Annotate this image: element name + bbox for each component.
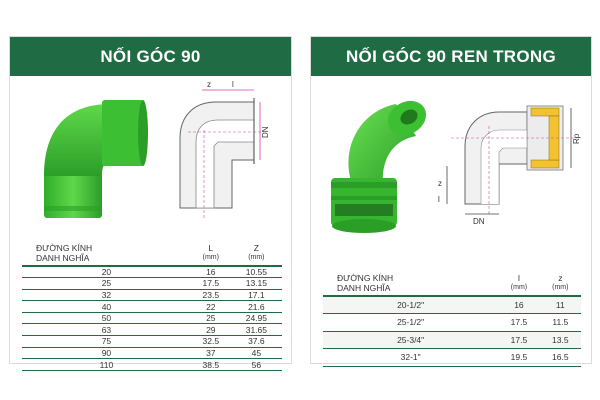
dim-rp-label: Rp [572,133,581,144]
table-row: 110 38.5 56 [22,359,282,371]
table-row: 20 16 10.55 [22,266,282,278]
table-row: 32-1" 19.5 16.5 [323,349,581,367]
table-row: 25-1/2" 17.5 11.5 [323,314,581,332]
threaded-elbow-dimension-drawing [437,86,587,226]
table-row: 25-3/4" 17.5 13.5 [323,331,581,349]
table-header-row [22,241,282,266]
col-header-diameter: ĐƯỜNG KÍNH DANH NGHĨA [22,241,191,266]
col-header-l: L (mm) [191,241,231,266]
dim-z-label: z [438,179,442,188]
product-figures [311,76,591,226]
dim-l-label: l [232,80,234,89]
dim-dn-label: DN [261,126,270,138]
elbow-90-threaded-panel [310,36,592,364]
col-header-diameter: ĐƯỜNG KÍNH DANH NGHĨA [323,271,498,296]
table-row: 20-1/2" 16 11 [323,296,581,314]
threaded-elbow-product-image [321,86,441,236]
table-row: 75 32.5 37.6 [22,336,282,348]
col-header-z: Z (mm) [231,241,282,266]
dim-l-label: l [438,195,440,204]
elbow-spec-table [22,241,282,371]
panel-title: NỐI GÓC 90 REN TRONG [311,37,591,76]
elbow-90-panel [9,36,292,370]
table-row: 40 22 21.6 [22,301,282,313]
threaded-elbow-spec-table [323,271,581,367]
col-header-l: l (mm) [498,271,539,296]
dim-z-label: z [207,80,211,89]
elbow-product-image [32,84,152,224]
table-row: 50 25 24.95 [22,312,282,324]
product-figures [10,76,291,226]
table-row: 90 37 45 [22,347,282,359]
table-row: 63 29 31.65 [22,324,282,336]
dim-dn-label: DN [473,217,485,226]
panel-title: NỐI GÓC 90 [10,37,291,76]
col-header-z: z (mm) [540,271,581,296]
table-row: 25 17.5 13.15 [22,278,282,290]
table-header-row [323,271,581,296]
table-row: 32 23.5 17.1 [22,289,282,301]
elbow-dimension-drawing [158,78,278,226]
